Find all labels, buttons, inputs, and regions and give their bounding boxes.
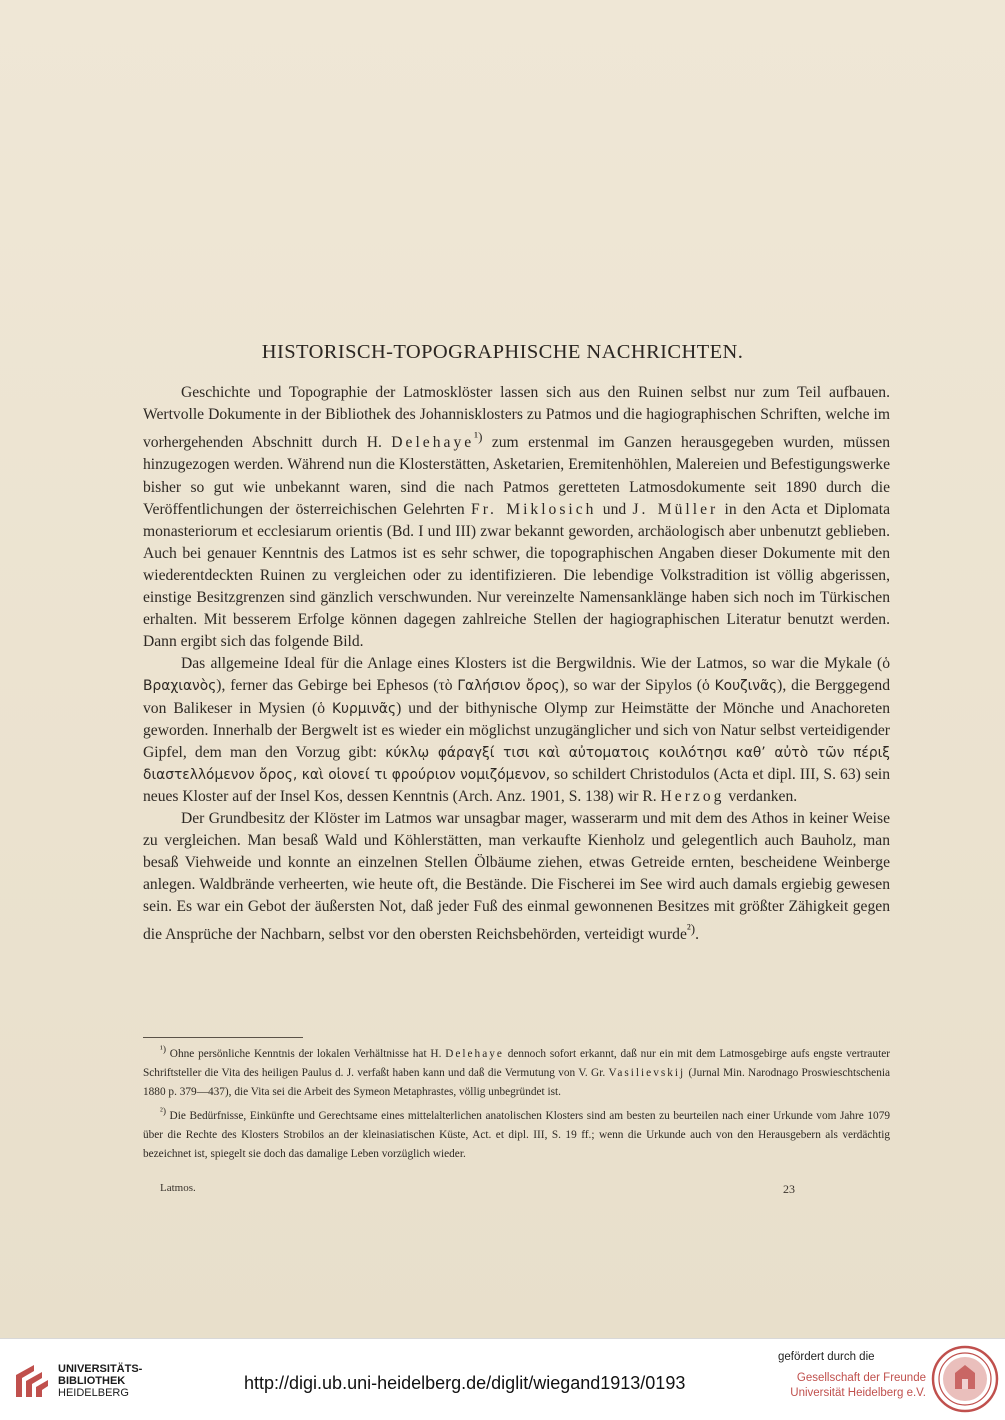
sponsor-label: gefördert durch die [778, 1351, 875, 1363]
greek-term: Κουζινᾶς [714, 678, 778, 695]
paragraph-1: Geschichte und Topographie der Latmosklöster lassen sich aus den Ruinen selbst nur zum Teil aufbauen. Wertvolle Dokumente in der Bibliothek des Johannisklosters zu Patmos und die hagiographischen Schriften, welche im vorhergehenden Abschnitt durch H. Delehaye$^{^1)}$ zum erstenmal im Ganzen herausgegeben wurden, müssen hinzugezogen werden. Während nun die Klosterstätten, Asketarien, Eremitenhöhlen, Malereien und Befestigungswerke bisher so gut wie unbekannt waren, sind die nach Patmos geretteten Latmosdokumente seit 1890 durch die Veröffentlichungen der österreichischen Gelehrten Fr. Miklosich und J. Müller in den Acta et Diplomata monasteriorum et ecclesiarum orientis (Bd. I und III) zwar bekannt geworden, archäologisch aber unbenutzt geblieben. Auch bei genauer Kenntnis des Latmos ist es sehr schwer, die topographischen Angaben dieser Dokumente mit den wiederentdeckten Ruinen zu vergleichen oder zu identifizieren. Die lebendige Volkstradition ist völlig abgerissen, einstige Besitzgrenzen sind gänzlich verschwunden. Nur vereinzelte Namensanklänge haben sich noch im Türkischen erhalten. Mit besserem Erfolge können dagegen zahlreiche Stellen der hagiographischen Literatur benutzt werden. Dann ergibt sich das folgende Bild. [143, 384, 891, 651]
author-name: J. Müller [632, 500, 719, 518]
university-library-logo-icon[interactable] [12, 1361, 52, 1406]
footnote-2: $^{^2)}$ Die Bedürfnisse, Einkünfte und Gerechtsame eines mittelalterlichen anatolischen Klosters sind am besten zu beurteilen nach einer Urkunde vom Jahre 1079 über die Rechte des Klosters Strobilos an der kleinasiatischen Küste, Act. et dipl. III, S. 19 ff.; wenn die Urkunde auch von den Herausgebern als verdächtig bezeichnet ist, spiegelt sie doch das damalige Leben vorzüglich wieder. [143, 1106, 890, 1161]
university-seal-icon [931, 1345, 999, 1418]
footnote-1: $^{^1)}$ Ohne persönliche Kenntnis der lokalen Verhältnisse hat H. Delehaye dennoch sofort erkannt, daß nur ein mit dem Latmosgebirge aufs engste vertrauter Schriftsteller die Vita des heiligen Paulus d. J. verfaßt haben kann und daß die Vermutung von V. Gr. Vasilievskij (Jurnal Min. Narodnago Proswieschtschenia 1880 p. 379—437), die Vita sei die Arbeit des Symeon Metaphrastes, völlig unbegründet ist. [143, 1045, 890, 1099]
author-name: Fr. Miklosich [471, 500, 597, 518]
page-number: 23 [783, 1182, 795, 1196]
greek-term: Γαλήσιον ὄρος [457, 678, 560, 695]
author-name: Herzog [660, 787, 725, 805]
footnote-ref[interactable]: ¹) [474, 429, 483, 445]
main-text [143, 382, 890, 947]
author-name: Delehaye [445, 1047, 504, 1060]
library-name[interactable]: UNIVERSITÄTS- BIBLIOTHEK HEIDELBERG [58, 1363, 143, 1399]
running-foot: Latmos. [160, 1182, 196, 1194]
footnotes [143, 1041, 890, 1164]
footnote-divider [143, 1037, 303, 1038]
footnote-ref[interactable]: ²) [686, 921, 696, 937]
footnote-mark: ¹) [160, 1045, 166, 1055]
sponsor-name[interactable]: Gesellschaft der Freunde Universität Heidelberg e.V. [790, 1372, 926, 1399]
paragraph-2: Das allgemeine Ideal für die Anlage eines Klosters ist die Bergwildnis. Wie der Latmos, so war die Mykale (ὁ Βραχιανὸς), ferner das Gebirge bei Ephesos (τὸ Γαλήσιον ὄρος), so war der Sipylos (ὁ Κουζινᾶς), die Berggegend von Balikeser in Mysien (ὁ Κυρμινᾶς) und der bithynische Olymp zur Heimstätte der Mönche und Anachoreten geworden. Innerhalb der Bergwelt ist es wieder ein möglichst unzugänglicher und sich von Natur selbst verteidigender Gipfel, dem man den Vorzug gibt: κύκλῳ φάραγξί τισι καὶ αὐτοματοις κοιλότησι καθ’ αὐτὸ τῶν πέριξ διαστελλόμενον ὄρος, καὶ οἱονεί τι φρούριον νομιζόμενον, so schildert Christodulos (Acta et dipl. III, S. 63) sein neues Kloster auf der Insel Kos, dessen Kenntnis (Arch. Anz. 1901, S. 138) wir R. Herzog verdanken. [143, 655, 890, 805]
paragraph-3: Der Grundbesitz der Klöster im Latmos war unsagbar mager, wasserarm und mit dem des Athos in keiner Weise zu vergleichen. Man besaß Wald und Köhlerstätten, man verkaufte Kienholz und gelegentlich auch Bauholz, man besaß Viehweide und konnte an einzelnen Stellen Ölbäume ziehen, etwas Getreide ernten, bescheidene Weinberge anlegen. Waldbrände verheerten, wie heute oft, die Bestände. Die Fischerei im See wird auch damals ergiebig gewesen sein. Es war ein Gebot der äußersten Not, daß jeder Fuß des einmal gewonnenen Besitzes mit größter Zähigkeit gegen die Ansprüche der Nachbarn, selbst vor den obersten Reichsbehörden, verteidigt wurde$^{^2)}$. [143, 809, 890, 944]
author-name: Vasilievskij [608, 1067, 686, 1080]
greek-quote: κύκλῳ φάραγξί τισι καὶ αὐτοματοις κοιλότησι καθ’ αὐτὸ τῶν πέριξ διαστελλόμενον ὄρος, καὶ οἱονεί τι φρούριον νομιζόμενον, [143, 744, 890, 783]
viewer-footer [0, 1338, 1005, 1420]
footnote-mark: ²) [160, 1106, 166, 1117]
permalink-url[interactable]: http://digi.ub.uni-heidelberg.de/diglit/wiegand1913/0193 [244, 1373, 686, 1393]
author-name: Delehaye [391, 434, 475, 452]
page-title: HISTORISCH-TOPOGRAPHISCHE NACHRICHTEN. [261, 341, 744, 363]
greek-term: Βραχιανὸς [143, 678, 217, 695]
greek-term: Κυρμινᾶς [331, 700, 397, 717]
